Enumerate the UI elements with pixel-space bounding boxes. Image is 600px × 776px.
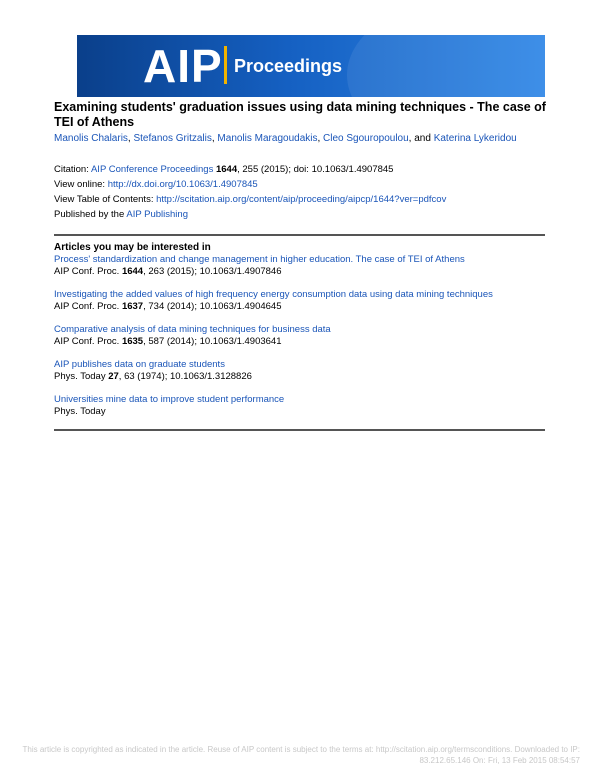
view-online-line	[54, 179, 554, 191]
related-article	[54, 254, 554, 278]
aip-proceedings-banner	[77, 35, 545, 97]
related-article-citation	[54, 336, 554, 348]
bottom-divider	[54, 429, 545, 431]
top-divider	[54, 234, 545, 236]
article-details: , 734 (2014); 10.1063/1.4904645	[143, 301, 282, 312]
view-online-label: View online:	[54, 179, 108, 190]
doi-link[interactable]: http://dx.doi.org/10.1063/1.4907845	[107, 179, 258, 190]
related-article	[54, 359, 554, 383]
related-article	[54, 324, 554, 348]
article-journal: AIP Conf. Proc.	[54, 301, 122, 312]
author-link[interactable]: Katerina Lykeridou	[433, 133, 517, 144]
proceedings-text: Proceedings	[234, 56, 343, 76]
toc-link[interactable]: http://scitation.aip.org/content/aip/proceeding/aipcp/1644?ver=pdfcov	[156, 194, 447, 205]
view-toc-label: View Table of Contents:	[54, 194, 157, 205]
author-separator: ,	[127, 133, 134, 144]
citation-volume: 1644	[215, 164, 238, 175]
article-journal: AIP Conf. Proc.	[54, 336, 122, 347]
citation-details: , 255 (2015); doi: 10.1063/1.4907845	[237, 164, 394, 175]
article-details: , 63 (1974); 10.1063/1.3128826	[118, 371, 252, 382]
related-articles-heading: Articles you may be interested in	[54, 242, 211, 253]
author-separator: , and	[408, 133, 434, 144]
publisher-link[interactable]: AIP Publishing	[126, 209, 188, 220]
author-separator: ,	[211, 133, 218, 144]
article-title: Examining students' graduation issues using data mining techniques - The case of TEI of Athens	[54, 100, 546, 129]
author-link[interactable]: Stefanos Gritzalis	[133, 133, 212, 144]
footer-line-2: 83.212.65.146 On: Fri, 13 Feb 2015 08:54:57	[419, 756, 580, 765]
related-article-title[interactable]: AIP publishes data on graduate students	[54, 359, 225, 370]
article-volume: 1637	[121, 301, 144, 312]
related-article-title[interactable]: Investigating the added values of high frequency energy consumption data using data mining techniques	[54, 289, 493, 300]
banner-swoosh	[347, 35, 545, 97]
author-link[interactable]: Cleo Sgouropoulou	[323, 133, 409, 144]
copyright-footer	[20, 744, 580, 766]
citation-line	[54, 164, 554, 176]
related-article-citation	[54, 371, 554, 383]
author-list	[54, 132, 554, 145]
related-article-title[interactable]: Universities mine data to improve student performance	[54, 394, 285, 405]
author-link[interactable]: Manolis Maragoudakis	[217, 133, 318, 144]
article-journal: Phys. Today	[54, 371, 109, 382]
related-article-citation	[54, 406, 554, 418]
view-toc-line	[54, 194, 554, 206]
author-link[interactable]: Manolis Chalaris	[54, 133, 128, 144]
journal-link[interactable]: AIP Conference Proceedings	[90, 164, 214, 175]
author-separator: ,	[317, 133, 324, 144]
footer-line-1: This article is copyrighted as indicated in the article. Reuse of AIP content is subject to the terms at: http://scitation.aip.org/termsconditions. Downloaded to IP:	[22, 745, 580, 754]
article-journal: AIP Conf. Proc.	[54, 266, 122, 277]
article-details: , 263 (2015); 10.1063/1.4907846	[143, 266, 282, 277]
published-line	[54, 209, 554, 221]
article-volume: 1644	[121, 266, 144, 277]
related-article-citation	[54, 301, 554, 313]
article-details: , 587 (2014); 10.1063/1.4903641	[143, 336, 282, 347]
related-article-title[interactable]: Process' standardization and change management in higher education. The case of TEI of Athens	[54, 254, 465, 265]
article-volume: 27	[108, 371, 119, 382]
related-article-title[interactable]: Comparative analysis of data mining techniques for business data	[54, 324, 331, 335]
citation-label: Citation:	[54, 164, 91, 175]
related-article-citation	[54, 266, 554, 278]
related-article	[54, 289, 554, 313]
article-journal: Phys. Today	[54, 406, 106, 417]
aip-logo-text: AIP	[143, 40, 223, 92]
related-article	[54, 394, 554, 418]
article-volume: 1635	[121, 336, 144, 347]
logo-divider	[224, 46, 227, 84]
published-label: Published by the	[54, 209, 127, 220]
